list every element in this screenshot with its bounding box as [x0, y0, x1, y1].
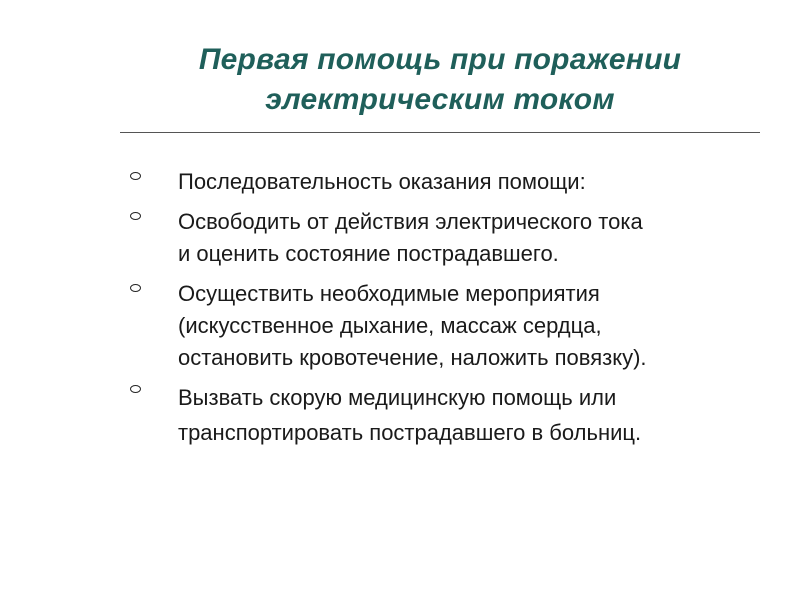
bullet-text-line: Осуществить необходимые мероприятия: [178, 281, 600, 306]
bullet-item: [128, 278, 768, 374]
title-line-2: электрическим током: [265, 83, 615, 116]
bullet-list: [128, 166, 768, 460]
bullet-text-line: (искусственное дыхание, массаж сердца,: [178, 313, 602, 338]
bullet-text-line: Последовательность оказания помощи:: [178, 169, 586, 194]
title-line-1: Первая помощь при поражении: [198, 43, 682, 76]
hollow-circle-bullet-icon: [130, 172, 141, 180]
bullet-text-line: Освободить от действия электрического тока: [178, 209, 643, 234]
bullet-item: [128, 206, 768, 270]
bullet-text-line: транспортировать пострадавшего в больниц.: [178, 420, 642, 445]
bullet-text-line: остановить кровотечение, наложить повязку).: [178, 345, 647, 370]
title-divider: [120, 132, 760, 133]
bullet-item: [128, 379, 768, 452]
slide-title: [120, 40, 760, 120]
bullet-item: [128, 166, 768, 198]
bullet-text-line: Вызвать скорую медицинскую помощь или: [178, 385, 617, 410]
hollow-circle-bullet-icon: [130, 385, 141, 393]
bullet-text-line: и оценить состояние пострадавшего.: [178, 241, 559, 266]
hollow-circle-bullet-icon: [130, 212, 141, 220]
hollow-circle-bullet-icon: [130, 284, 141, 292]
